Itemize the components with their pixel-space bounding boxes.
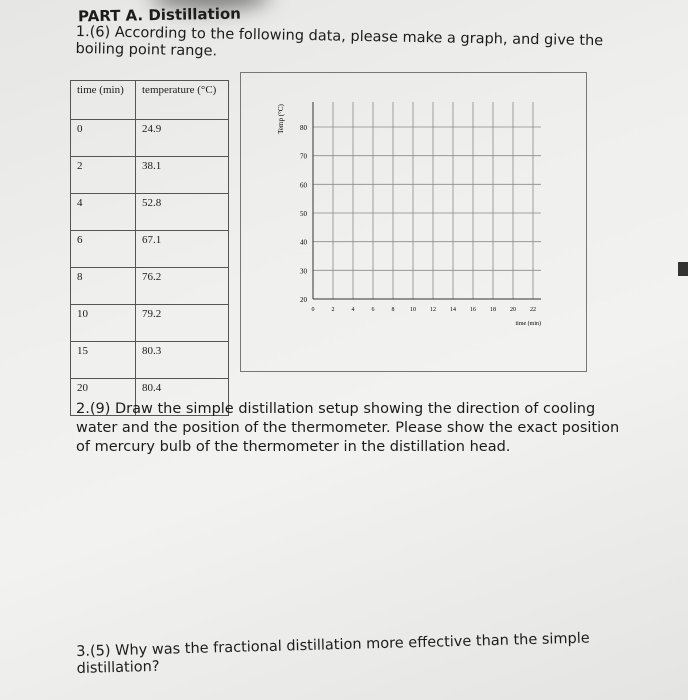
x-axis-label: time (min): [515, 321, 541, 327]
temperature-cell: 76.2: [136, 268, 229, 305]
table-row: [71, 268, 229, 305]
y-tick-label: 80: [300, 124, 307, 132]
time-cell: 0: [71, 120, 136, 157]
graph-box: [240, 72, 587, 372]
column-header: time (min): [71, 81, 136, 120]
page-edge: [678, 262, 688, 276]
y-tick-label: 20: [300, 296, 307, 304]
y-tick-label: 50: [300, 210, 307, 218]
y-axis-label: Temp (°C): [277, 104, 285, 134]
column-header: temperature (°C): [136, 81, 229, 120]
x-tick-label: 20: [510, 307, 516, 313]
y-tick-label: 40: [300, 238, 307, 247]
x-tick-label: 16: [470, 307, 476, 313]
temperature-cell: 79.2: [136, 305, 229, 342]
x-tick-label: 12: [430, 307, 436, 313]
temperature-cell: 24.9: [136, 120, 229, 157]
question-2: 2.(9) Draw the simple distillation setup showing the direction of cooling water and the position of the thermometer. Please show the exact position of mercury bulb of the thermometer in the distillation head.: [76, 401, 620, 455]
table-row: [71, 305, 229, 342]
time-cell: 2: [71, 157, 136, 194]
temperature-cell: 38.1: [136, 157, 229, 194]
x-tick-label: 14: [450, 307, 456, 313]
time-cell: 4: [71, 194, 136, 231]
table-row: [71, 157, 229, 194]
table-row: [71, 342, 229, 379]
x-tick-label: 22: [530, 307, 536, 313]
temperature-chart: [241, 73, 586, 371]
question-1: 1.(6) According to the following data, please make a graph, and give the boiling point range.: [75, 24, 604, 60]
x-tick-label: 0: [311, 307, 315, 313]
time-cell: 6: [71, 231, 136, 268]
section-heading: PART A. Distillation: [77, 4, 242, 26]
x-tick-label: 10: [410, 307, 416, 313]
temperature-cell: 52.8: [136, 194, 229, 231]
y-tick-label: 30: [300, 267, 307, 276]
data-table: [70, 80, 229, 416]
temperature-cell: 67.1: [136, 231, 229, 268]
time-cell: 20: [71, 379, 136, 416]
temperature-cell: 80.4: [136, 379, 229, 416]
y-tick-label: 70: [300, 152, 307, 161]
time-cell: 15: [71, 342, 136, 379]
time-cell: 8: [71, 268, 136, 305]
x-tick-label: 2: [331, 307, 335, 313]
table-row: [71, 231, 229, 268]
y-tick-label: 60: [300, 181, 307, 190]
time-cell: 10: [71, 305, 136, 342]
x-tick-label: 6: [371, 307, 375, 313]
x-tick-label: 18: [490, 307, 496, 313]
x-tick-label: 8: [391, 307, 395, 313]
table-header: [71, 81, 229, 120]
table-row: [71, 120, 229, 157]
question-3: 3.(5) Why was the fractional distillation more effective than the simple distillation?: [76, 630, 590, 677]
temperature-cell: 80.3: [136, 342, 229, 379]
table-row: [71, 194, 229, 231]
x-tick-label: 4: [351, 307, 355, 313]
